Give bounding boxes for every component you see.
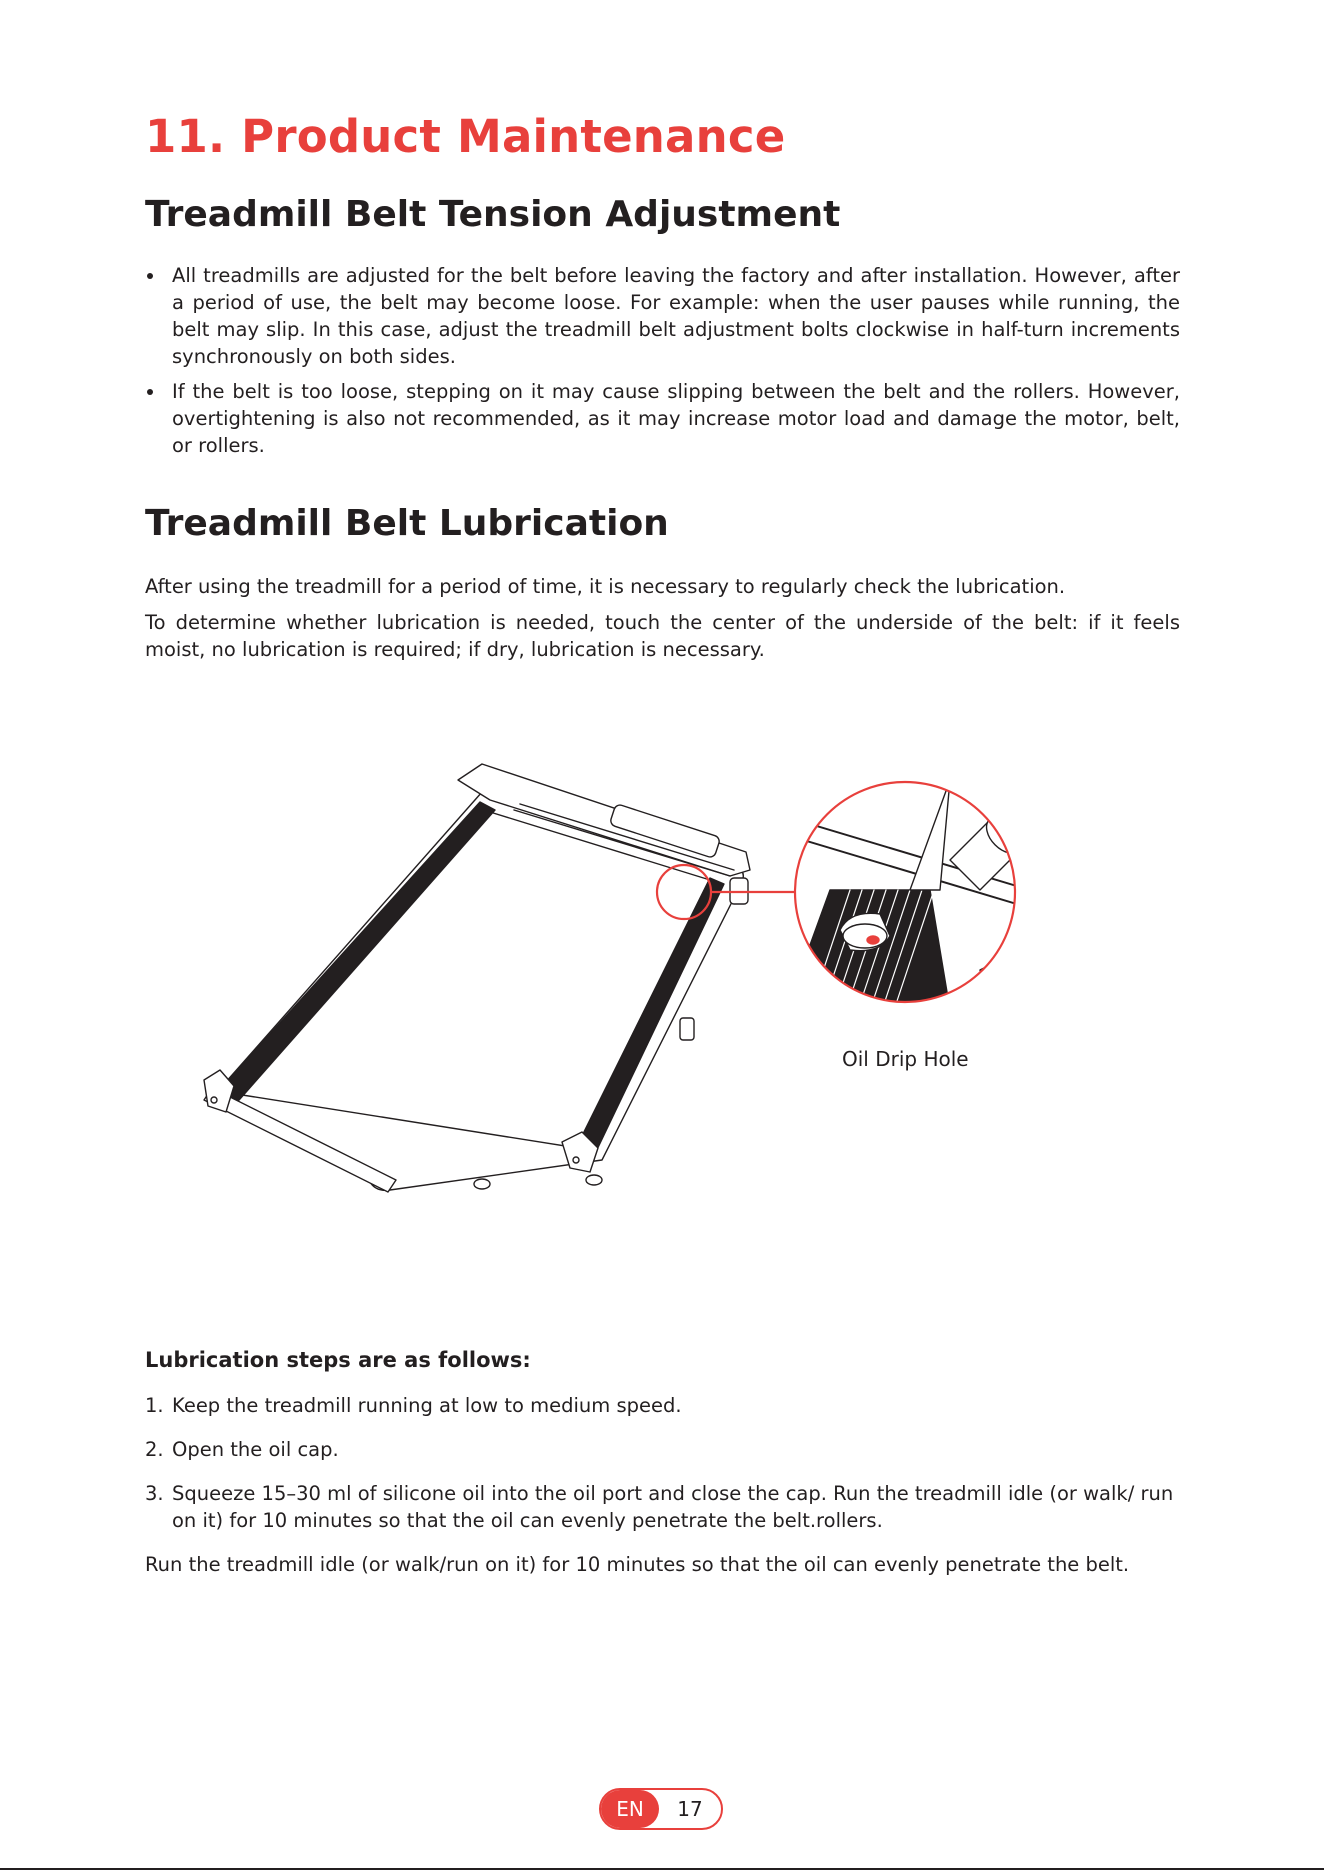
oil-drip-hole-label: Oil Drip Hole: [842, 1047, 969, 1071]
step-item: [145, 1436, 1180, 1463]
lubrication-steps: [145, 1392, 1180, 1551]
language-badge: EN: [601, 1790, 659, 1828]
step-item: [145, 1392, 1180, 1419]
tension-bullet-list: [145, 262, 1180, 467]
treadmill-illustration: [190, 740, 1030, 1240]
bottom-divider: [0, 1868, 1324, 1870]
bullet-item: All treadmills are adjusted for the belt before leaving the factory and after installation. However, after a period of use, the belt may become loose. For example: when the user pauses while running, the belt may slip. In this case, adjust the treadmill belt adjustment bolts clockwise in half-turn increments synchronously on both sides.: [145, 262, 1180, 370]
paragraph: After using the treadmill for a period of time, it is necessary to regularly check the lubrication.: [145, 575, 1066, 598]
step-number: 3.: [145, 1482, 164, 1505]
page-title: 11. Product Maintenance: [145, 110, 786, 163]
step-item: [145, 1480, 1180, 1534]
step-number: 2.: [145, 1438, 164, 1461]
page-indicator: [599, 1788, 723, 1830]
step-number: 1.: [145, 1394, 164, 1417]
bullet-item: If the belt is too loose, stepping on it may cause slipping between the belt and the rollers. However, overtightening is also not recommended, as it may increase motor load and damage the motor, belt, or rollers.: [145, 378, 1180, 459]
step-text: Keep the treadmill running at low to medium speed.: [172, 1394, 682, 1417]
section-heading-lubrication: Treadmill Belt Lubrication: [145, 503, 669, 544]
treadmill-drawing: [190, 740, 1030, 1240]
page-number: 17: [677, 1797, 703, 1821]
lubrication-intro: [145, 573, 1180, 672]
step-text: Open the oil cap.: [172, 1438, 339, 1461]
paragraph: To determine whether lubrication is needed, touch the center of the underside of the belt: if it feels moist, no lubrication is required; if dry, lubrication is necessary.: [145, 611, 1180, 661]
section-heading-tension: Treadmill Belt Tension Adjustment: [145, 194, 841, 235]
oil-hole-closeup: [790, 780, 1030, 1010]
treadmill-deck: [204, 764, 750, 1192]
closing-paragraph: Run the treadmill idle (or walk/run on it) for 10 minutes so that the oil can evenly penetrate the belt.: [145, 1553, 1130, 1576]
step-text: Squeeze 15–30 ml of silicone oil into the oil port and close the cap. Run the treadmill idle (or walk/ run on it) for 10 minutes so that the oil can evenly penetrate the belt.rollers.: [172, 1482, 1174, 1532]
steps-heading: Lubrication steps are as follows:: [145, 1348, 531, 1372]
